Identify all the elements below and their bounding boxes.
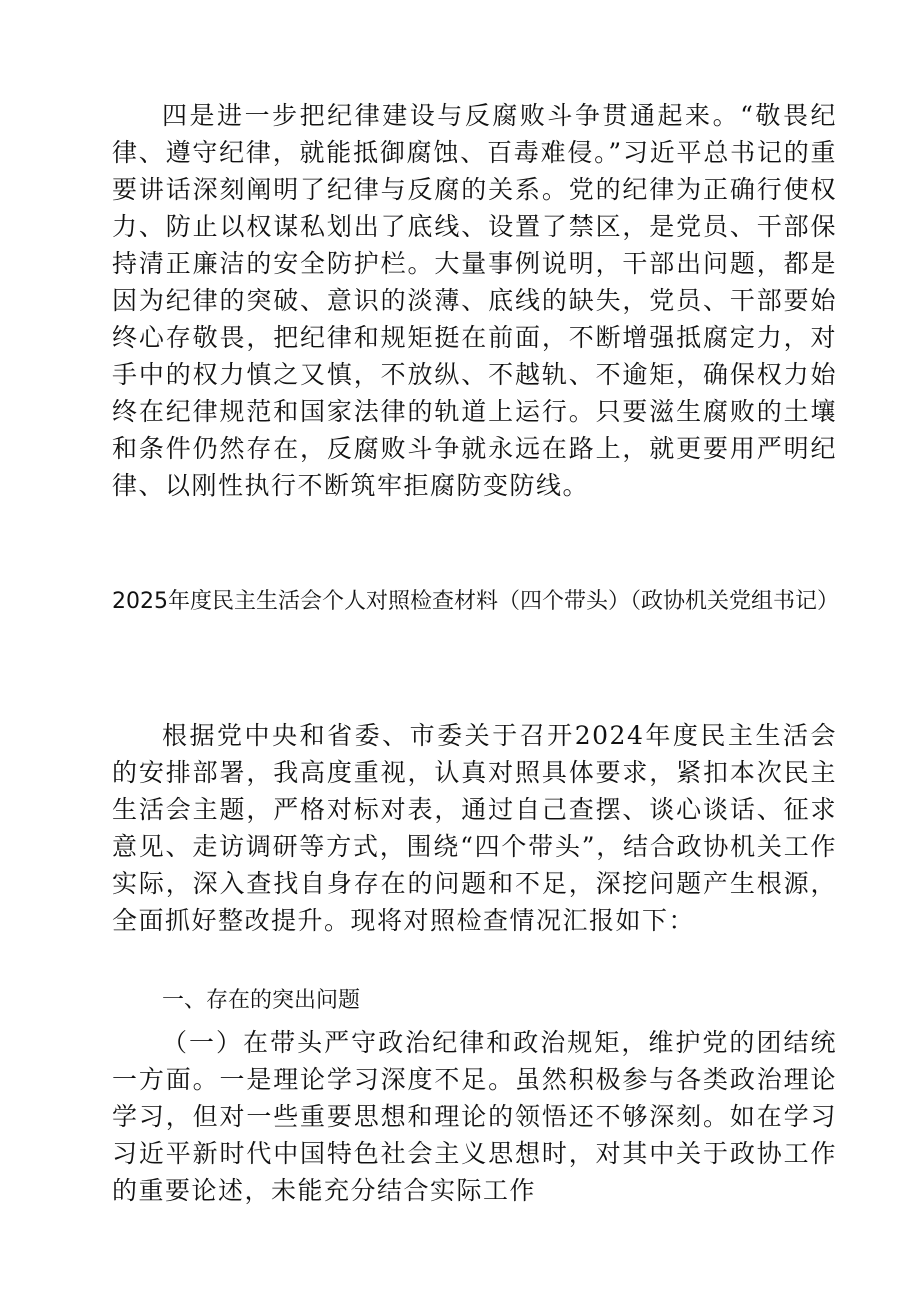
section-heading: 一、存在的突出问题 — [162, 988, 361, 1013]
body-paragraph: （一）在带头严守政治纪律和政治规矩，维护党的团结统一方面。一是理论学习深度不足。虽然积极参与各类政治理论学习，但对一些重要思想和理论的领悟还不够深刻。如在学习习近平新时代中国特色社会主义思想时，对其中关于政协工作的重要论述，未能充分结合实际工作 — [112, 1028, 837, 1205]
intro-paragraph: 根据党中央和省委、市委关于召开2024年度民主生活会的安排部署，我高度重视，认真对照具体要求，紧扣本次民主生活会主题，严格对标对表，通过自己查摆、谈心谈话、征求意见、走访调研等方式，围绕“四个带头”，结合政协机关工作实际，深入查找自身存在的问题和不足，深挖问题产生根源，全面抓好整改提升。现将对照检查情况汇报如下： — [112, 721, 837, 935]
document-title: 2025年度民主生活会个人对照检查材料（四个带头）（政协机关党组书记） — [112, 589, 839, 614]
body-paragraph: 四是进一步把纪律建设与反腐败斗争贯通起来。“敬畏纪律、遵守纪律，就能抵御腐蚀、百毒难侵。”习近平总书记的重要讲话深刻阐明了纪律与反腐的关系。党的纪律为正确行使权力、防止以权谋私划出了底线、设置了禁区，是党员、干部保持清正廉洁的安全防护栏。大量事例说明，干部出问题，都是因为纪律的突破、意识的淡薄、底线的缺失，党员、干部要始终心存敬畏，把纪律和规矩挺在前面，不断增强抵腐定力，对手中的权力慎之又慎，不放纵、不越轨、不逾矩，确保权力始终在纪律规范和国家法律的轨道上运行。只要滋生腐败的土壤和条件仍然存在，反腐败斗争就永远在路上，就更要用严明纪律、以刚性执行不断筑牢拒腐防变防线。 — [112, 101, 837, 500]
